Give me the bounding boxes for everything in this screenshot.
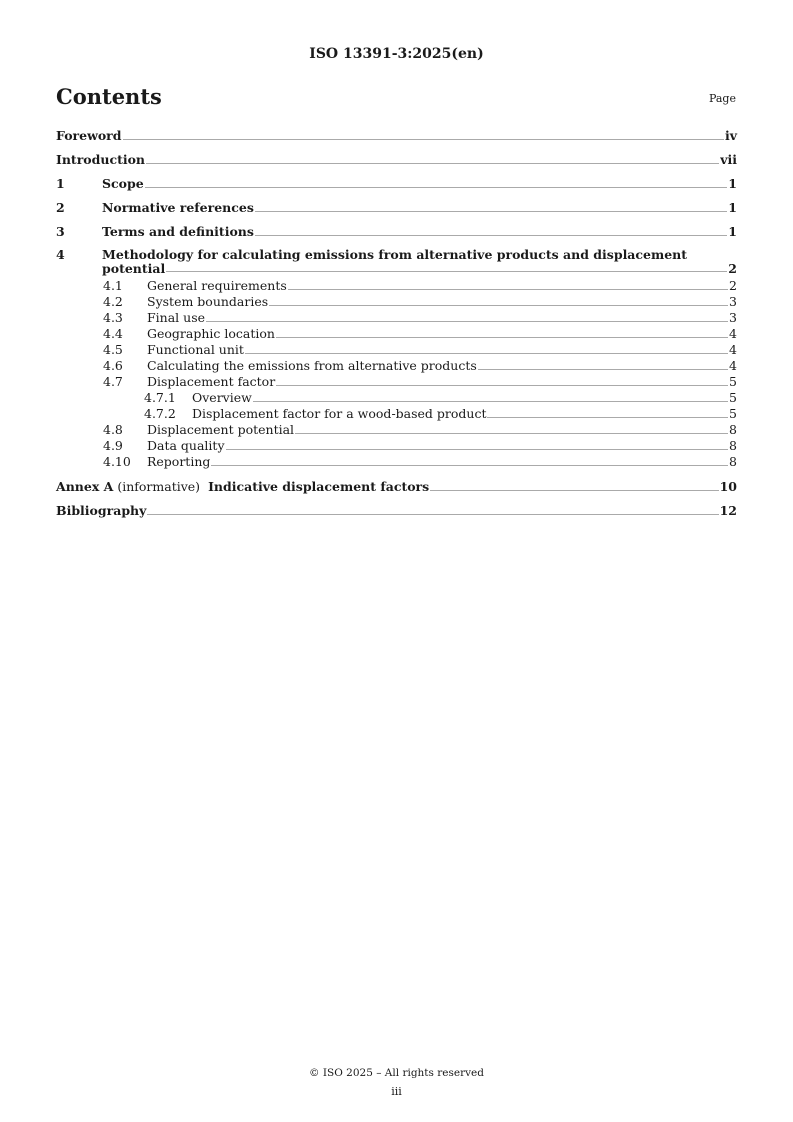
toc-entry-title: Foreword — [56, 128, 122, 143]
toc-entry-page: 5 — [729, 390, 737, 405]
toc-entry-general-requirements[interactable] — [56, 278, 737, 294]
toc-entry-terms-and-definitions[interactable] — [56, 224, 737, 240]
toc-entry-normative-references[interactable] — [56, 200, 737, 216]
toc-entry-annex-a[interactable] — [56, 479, 737, 495]
toc-entry-annex-label: Annex A — [56, 479, 114, 494]
toc-entry-system-boundaries[interactable] — [56, 294, 737, 310]
toc-entry-page: 1 — [728, 176, 737, 191]
toc-entry-title: Normative references — [102, 200, 254, 215]
toc-entry-number: 3 — [56, 224, 65, 239]
document-id-header: ISO 13391-3:2025(en) — [309, 46, 484, 62]
toc-entry-number: 4.1 — [103, 278, 123, 293]
toc-entry-page: 5 — [729, 406, 737, 421]
toc-entry-number: 4.7.2 — [144, 406, 176, 421]
toc-entry-title: Functional unit — [147, 342, 244, 357]
toc-entry-number: 4.7.1 — [144, 390, 176, 405]
toc-entry-page: 2 — [729, 278, 737, 293]
dot-leader — [166, 271, 727, 272]
toc-entry-page: 4 — [729, 358, 737, 373]
dot-leader — [269, 305, 728, 306]
toc-entry-page: 1 — [728, 224, 737, 239]
toc-entry-title: Displacement factor for a wood-based product — [192, 406, 487, 421]
toc-entry-title: Overview — [192, 390, 252, 405]
toc-entry-displacement-potential[interactable] — [56, 422, 737, 438]
dot-leader — [147, 514, 718, 515]
toc-entry-page: 2 — [728, 261, 737, 276]
page-number: iii — [391, 1085, 402, 1098]
toc-entry-title-line1: Methodology for calculating emissions from alternative products and displacement — [102, 247, 688, 262]
toc-entry-number: 1 — [56, 176, 65, 191]
dot-leader — [255, 211, 727, 212]
toc-entry-title: Terms and definitions — [102, 224, 254, 239]
dot-leader — [226, 449, 729, 450]
toc-entry-annex-qualifier: (informative) — [117, 479, 201, 494]
toc-entry-foreword[interactable] — [56, 128, 737, 144]
toc-entry-final-use[interactable] — [56, 310, 737, 326]
toc-entry-scope[interactable] — [56, 176, 737, 192]
toc-entry-number: 4.9 — [103, 438, 123, 453]
toc-entry-title: System boundaries — [147, 294, 269, 309]
contents-title: Contents — [56, 84, 162, 109]
toc-entry-page: 5 — [729, 374, 737, 389]
toc-entry-number: 4.6 — [103, 358, 123, 373]
toc-entry-number: 4.3 — [103, 310, 123, 325]
toc-entry-title: Final use — [147, 310, 206, 325]
toc-entry-title: Indicative displacement factors — [208, 479, 430, 494]
toc-entry-page: 8 — [729, 438, 737, 453]
toc-entry-page: vii — [720, 152, 737, 167]
toc-entry-page: 12 — [719, 503, 737, 518]
toc-entry-title: Displacement potential — [147, 422, 295, 437]
dot-leader — [487, 417, 728, 418]
toc-entry-title: Bibliography — [56, 503, 147, 518]
toc-entry-data-quality[interactable] — [56, 438, 737, 454]
toc-entry-title: Scope — [102, 176, 144, 191]
dot-leader — [253, 401, 728, 402]
toc-entry-title: Reporting — [147, 454, 211, 469]
dot-leader — [146, 163, 719, 164]
toc-entry-number: 4.5 — [103, 342, 123, 357]
toc-entry-title: Geographic location — [147, 326, 275, 341]
toc-entry-number: 4.10 — [103, 454, 131, 469]
copyright-notice: © ISO 2025 – All rights reserved — [309, 1067, 484, 1079]
dot-leader — [276, 337, 728, 338]
toc-entry-number: 4.7 — [103, 374, 123, 389]
dot-leader — [288, 289, 728, 290]
toc-entry-number: 4.2 — [103, 294, 123, 309]
toc-entry-introduction[interactable] — [56, 152, 737, 168]
toc-entry-title: Data quality — [147, 438, 225, 453]
dot-leader — [430, 490, 718, 491]
dot-leader — [245, 353, 728, 354]
dot-leader — [145, 187, 728, 188]
toc-entry-title: Introduction — [56, 152, 146, 167]
toc-entry-page: 1 — [728, 200, 737, 215]
toc-entry-page: 8 — [729, 422, 737, 437]
toc-entry-calculating-emissions[interactable] — [56, 358, 737, 374]
toc-entry-geographic-location[interactable] — [56, 326, 737, 342]
toc-entry-displacement-factor[interactable] — [56, 374, 737, 390]
toc-entry-bibliography[interactable] — [56, 503, 737, 519]
dot-leader — [211, 465, 728, 466]
dot-leader — [276, 385, 728, 386]
toc-entry-page: 4 — [729, 342, 737, 357]
toc-entry-page: 3 — [729, 310, 737, 325]
toc-entry-reporting[interactable] — [56, 454, 737, 470]
toc-entry-title: Displacement factor — [147, 374, 276, 389]
toc-entry-displacement-factor-wood[interactable] — [56, 406, 737, 422]
dot-leader — [478, 369, 728, 370]
toc-entry-functional-unit[interactable] — [56, 342, 737, 358]
toc-entry-page: 10 — [719, 479, 737, 494]
dot-leader — [295, 433, 728, 434]
dot-leader — [206, 321, 728, 322]
toc-entry-number: 4.8 — [103, 422, 123, 437]
dot-leader — [123, 139, 724, 140]
page-column-label: Page — [708, 92, 736, 105]
toc-entry-overview[interactable] — [56, 390, 737, 406]
toc-entry-number: 2 — [56, 200, 65, 215]
toc-entry-number: 4.4 — [103, 326, 123, 341]
toc-entry-methodology[interactable] — [56, 248, 737, 276]
toc-entry-page: 4 — [729, 326, 737, 341]
toc-entry-page: iv — [724, 128, 737, 143]
toc-entry-title: General requirements — [147, 278, 287, 293]
toc-entry-title: Calculating the emissions from alternative products — [147, 358, 477, 373]
toc-entry-page: 8 — [729, 454, 737, 469]
dot-leader — [255, 235, 727, 236]
toc-entry-page: 3 — [729, 294, 737, 309]
table-of-contents — [56, 128, 737, 527]
toc-entry-number: 4 — [56, 247, 65, 262]
toc-entry-title-line2: potential — [102, 261, 166, 276]
